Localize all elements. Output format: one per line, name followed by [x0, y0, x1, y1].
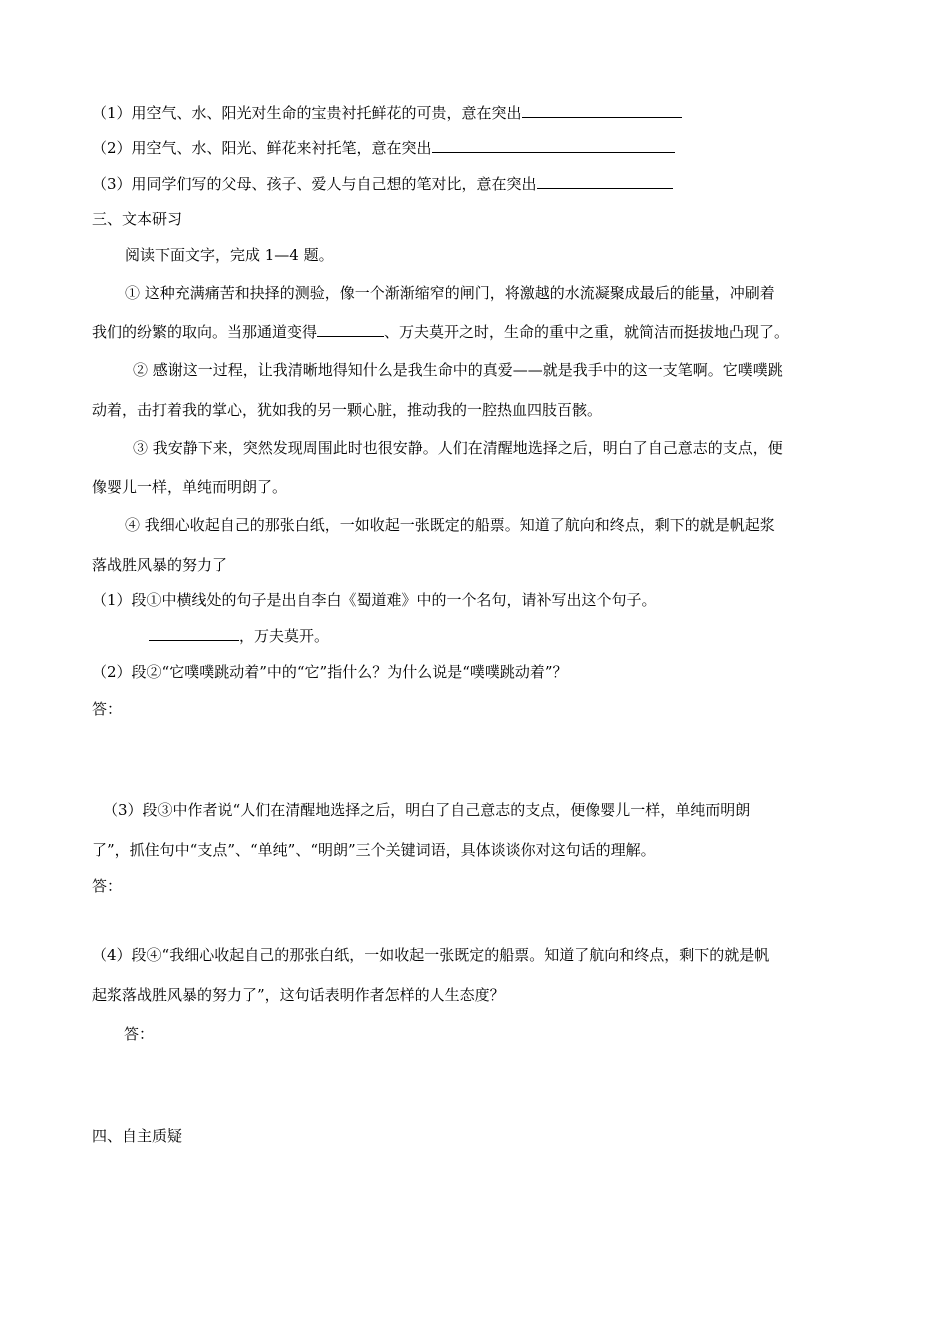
question-4-line-1: （4）段④“我细心收起自己的那张白纸，一如收起一张既定的船票。知道了航向和终点，剩下的就是帆 — [92, 946, 770, 964]
paragraph-text: 、万夫莫开之时，生命的重中之重，就简洁而挺拔地凸现了。 — [384, 323, 790, 341]
answer-blank[interactable] — [432, 138, 675, 153]
question-4-answer-label: 答： — [124, 1025, 155, 1043]
quote-blank[interactable] — [317, 322, 384, 337]
paragraph-text: 我们的纷繁的取向。当那通道变得 — [92, 323, 318, 341]
question-3-line-2: 了”，抓住句中“支点”、“单纯”、“明朗”三个关键词语，具体谈谈你对这句话的理解。 — [92, 841, 656, 859]
question-2-answer-label: 答： — [92, 700, 123, 718]
answer-blank[interactable] — [537, 174, 673, 189]
answer-blank[interactable] — [149, 626, 239, 641]
question-text: （1）用空气、水、阳光对生命的宝贵衬托鲜花的可贵，意在突出 — [92, 104, 522, 122]
paragraph-2-line-2: 动着，击打着我的掌心，犹如我的另一颗心脏，推动我的一腔热血四肢百骸。 — [92, 401, 603, 419]
paragraph-1-line-1: ① 这种充满痛苦和抉择的测验，像一个渐渐缩窄的闸门，将激越的水流凝聚成最后的能量，冲刷着 — [125, 284, 775, 302]
paragraph-1-line-2 — [92, 322, 789, 342]
question-4-line-2: 起浆落战胜风暴的努力了”，这句话表明作者怎样的人生态度？ — [92, 986, 505, 1004]
question-text: （3）用同学们写的父母、孩子、爱人与自己想的笔对比，意在突出 — [92, 175, 537, 193]
fill-in-question-3 — [92, 174, 673, 194]
section-3-heading: 三、文本研习 — [92, 210, 183, 228]
paragraph-4-line-2: 落战胜风暴的努力了 — [92, 556, 228, 574]
answer-suffix: ，万夫莫开。 — [239, 627, 330, 645]
question-1-answer — [149, 626, 329, 646]
question-1: （1）段①中横线处的句子是出自李白《蜀道难》中的一个名句，请补写出这个句子。 — [92, 591, 657, 609]
question-2: （2）段②“它噗噗跳动着”中的“它”指什么？为什么说是“噗噗跳动着”？ — [92, 663, 568, 681]
reading-instruction: 阅读下面文字，完成 1—4 题。 — [125, 246, 334, 264]
question-text: （2）用空气、水、阳光、鲜花来衬托笔，意在突出 — [92, 139, 432, 157]
answer-blank[interactable] — [522, 103, 682, 118]
question-3-answer-label: 答： — [92, 877, 123, 895]
paragraph-2-line-1: ② 感谢这一过程，让我清晰地得知什么是我生命中的真爱——就是我手中的这一支笔啊。它噗噗跳 — [133, 361, 783, 379]
section-4-heading: 四、自主质疑 — [92, 1127, 183, 1145]
paragraph-4-line-1: ④ 我细心收起自己的那张白纸，一如收起一张既定的船票。知道了航向和终点，剩下的就是帆起浆 — [125, 516, 775, 534]
paragraph-3-line-2: 像婴儿一样，单纯而明朗了。 — [92, 478, 288, 496]
paragraph-3-line-1: ③ 我安静下来，突然发现周围此时也很安静。人们在清醒地选择之后，明白了自己意志的支点，便 — [133, 439, 783, 457]
fill-in-question-1 — [92, 103, 682, 123]
question-3-line-1: （3）段③中作者说“人们在清醒地选择之后，明白了自己意志的支点，便像婴儿一样，单纯而明朗 — [103, 801, 751, 819]
fill-in-question-2 — [92, 138, 675, 158]
